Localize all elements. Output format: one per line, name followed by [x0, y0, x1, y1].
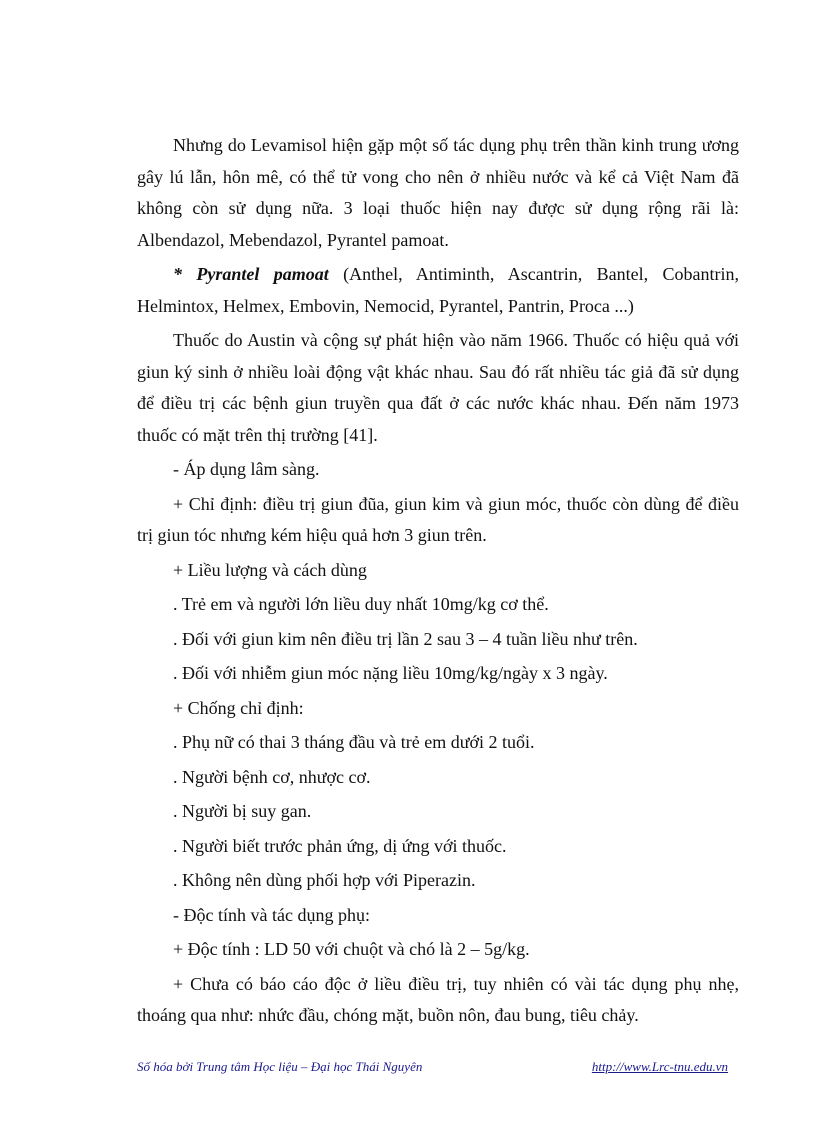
subsection-dosage: + Liều lượng và cách dùng [173, 559, 367, 580]
paragraph-ld50: + Độc tính : LD 50 với chuột và chó là 2 – 5g/kg. [173, 939, 530, 959]
paragraph-side-effects: + Chưa có báo cáo độc ở liều điều trị, tuy nhiên có vài tác dụng phụ nhẹ, thoáng qua như: nhức đầu, chóng mặt, buồn nôn, đau bung, tiêu chảy. [137, 973, 739, 1025]
drug-brand-names: (Anthel, Antiminth, Ascantrin, Bantel, Cobantrin, Helmintox, Helmex, Embovin, Nemocid, Pyrantel, Pantrin, Proca ...) [137, 264, 739, 316]
page-footer [137, 1059, 728, 1075]
drug-name: * Pyrantel pamoat [173, 264, 329, 284]
list-item: . Người bị suy gan. [173, 801, 312, 821]
list-item: . Người biết trước phản ứng, dị ứng với thuốc. [173, 835, 507, 856]
list-item: . Người bệnh cơ, nhược cơ. [173, 766, 371, 787]
subsection-contraindications: + Chống chỉ định: [173, 697, 304, 718]
list-item: . Đối với nhiễm giun móc nặng liều 10mg/kg/ngày x 3 ngày. [173, 663, 608, 683]
paragraph-discovery: Thuốc do Austin và cộng sự phát hiện vào năm 1966. Thuốc có hiệu quả với giun ký sinh ở nhiều loài động vật khác nhau. Sau đó rất nhiều tác giả đã sử dụng để điều trị các bệnh giun truyền qua đất ở các nước khác nhau. Đến năm 1973 thuốc có mặt trên thị trường [41]. [137, 330, 739, 445]
list-item: . Không nên dùng phối hợp với Piperazin. [173, 870, 476, 890]
drug-heading-pyrantel [137, 259, 739, 322]
section-toxicity: - Độc tính và tác dụng phụ: [173, 904, 370, 925]
section-clinical-use: - Áp dụng lâm sàng. [173, 459, 320, 479]
paragraph-levamisol: Nhưng do Levamisol hiện gặp một số tác dụng phụ trên thần kinh trung ương gây lú lẫn, hôn mê, có thể tử vong cho nên ở nhiều nước và kể cả Việt Nam đã không còn sử dụng nữa. 3 loại thuốc hiện nay được sử dụng rộng rãi là: Albendazol, Mebendazol, Pyrantel pamoat. [137, 135, 739, 250]
body-text [137, 130, 739, 1035]
list-item: . Trẻ em và người lớn liều duy nhất 10mg/kg cơ thể. [173, 594, 549, 614]
footer-url-link[interactable]: http://www.Lrc-tnu.edu.vn [591, 1059, 728, 1074]
list-item: . Đối với giun kim nên điều trị lần 2 sau 3 – 4 tuần liều như trên. [173, 628, 638, 649]
footer-credit: Số hóa bởi Trung tâm Học liệu – Đại học Thái Nguyên [137, 1059, 423, 1074]
list-item: . Phụ nữ có thai 3 tháng đầu và trẻ em dưới 2 tuổi. [173, 732, 535, 752]
paragraph-indications: + Chỉ định: điều trị giun đũa, giun kim và giun móc, thuốc còn dùng để điều trị giun tóc nhưng kém hiệu quả hơn 3 giun trên. [137, 493, 739, 545]
